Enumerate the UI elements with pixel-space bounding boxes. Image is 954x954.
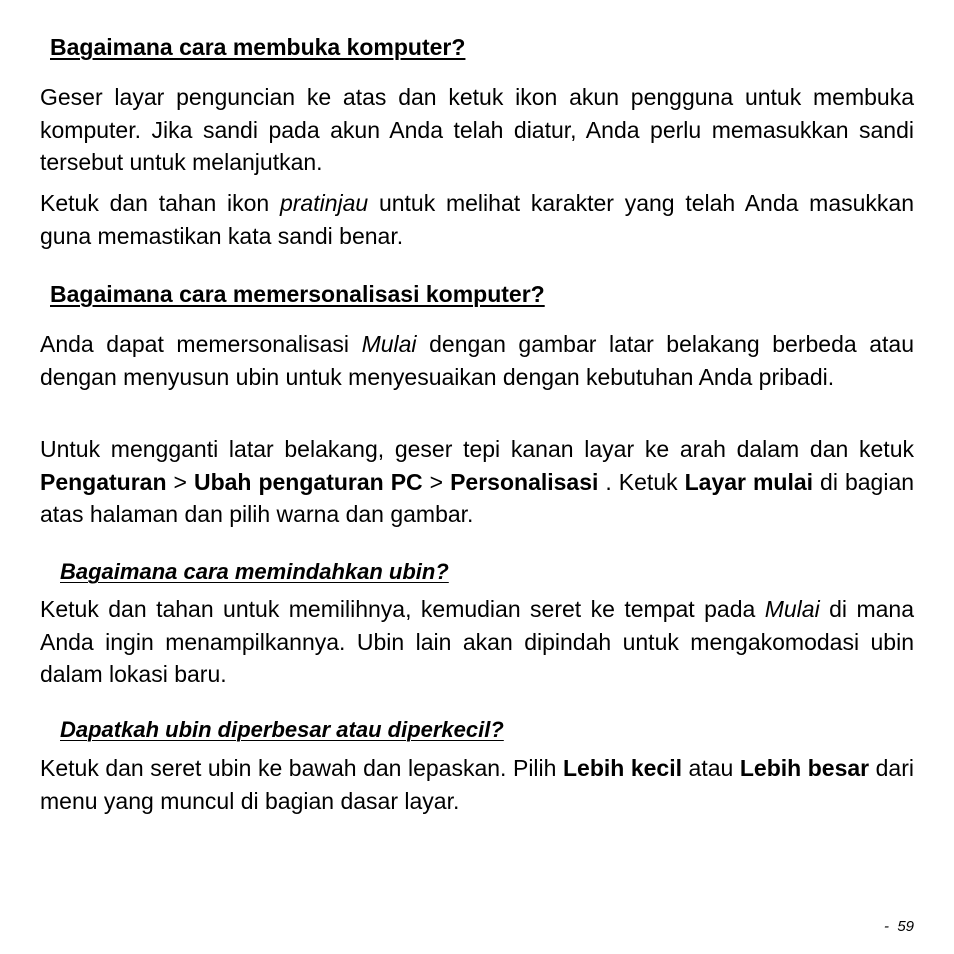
heading-open-computer: Bagaimana cara membuka komputer? <box>50 34 466 60</box>
paragraph-resize-tiles: Ketuk dan seret ubin ke bawah dan lepaskan. Pilih Lebih kecil atau Lebih besar dari menu yang muncul di bagian dasar layar. <box>40 755 914 814</box>
term-lebih-besar: Lebih besar <box>739 755 870 781</box>
term-lebih-kecil: Lebih kecil <box>562 755 683 781</box>
paragraph-open-computer-1: Geser layar penguncian ke atas dan ketuk ikon akun pengguna untuk membuka komputer. Jika sandi pada akun Anda telah diatur, Anda perlu memasukkan sandi tersebut untuk melanjutkan. <box>40 84 914 175</box>
term-pengaturan: Pengaturan <box>40 468 167 495</box>
subheading-move-tiles: Bagaimana cara memindahkan ubin? <box>60 559 449 584</box>
paragraph-open-computer-2: Ketuk dan tahan ikon pratinjau untuk melihat karakter yang telah Anda masukkan guna memastikan kata sandi benar. <box>40 190 915 249</box>
term-ubah-pengaturan-pc: Ubah pengaturan PC <box>193 468 423 495</box>
paragraph-personalize-1: Anda dapat memersonalisasi Mulai dengan gambar latar belakang berbeda atau dengan menyusun ubin untuk menyesuaikan dengan kebutuhan Anda pribadi. <box>40 331 914 390</box>
term-personalisasi: Personalisasi <box>450 468 599 495</box>
paragraph-move-tiles: Ketuk dan tahan untuk memilihnya, kemudian seret ke tempat pada Mulai di mana Anda ingin menampilkannya. Ubin lain akan dipindah untuk mengakomodasi ubin dalam lokasi baru. <box>40 596 914 687</box>
term-pratinjau: pratinjau <box>279 190 369 216</box>
heading-personalize-computer: Bagaimana cara memersonalisasi komputer? <box>50 281 545 307</box>
page-number: - 59 <box>883 918 914 935</box>
term-mulai-2: Mulai <box>764 596 820 622</box>
term-mulai: Mulai <box>361 331 417 357</box>
paragraph-personalize-2: Untuk mengganti latar belakang, geser tepi kanan layar ke arah dalam dan ketuk Pengaturan > Ubah pengaturan PC > Personalisasi . Ketuk Layar mulai di bagian atas halaman dan pilih warna dan gambar. <box>40 436 915 527</box>
term-layar-mulai: Layar mulai <box>684 468 814 495</box>
subheading-resize-tiles: Dapatkah ubin diperbesar atau diperkecil? <box>60 717 504 742</box>
